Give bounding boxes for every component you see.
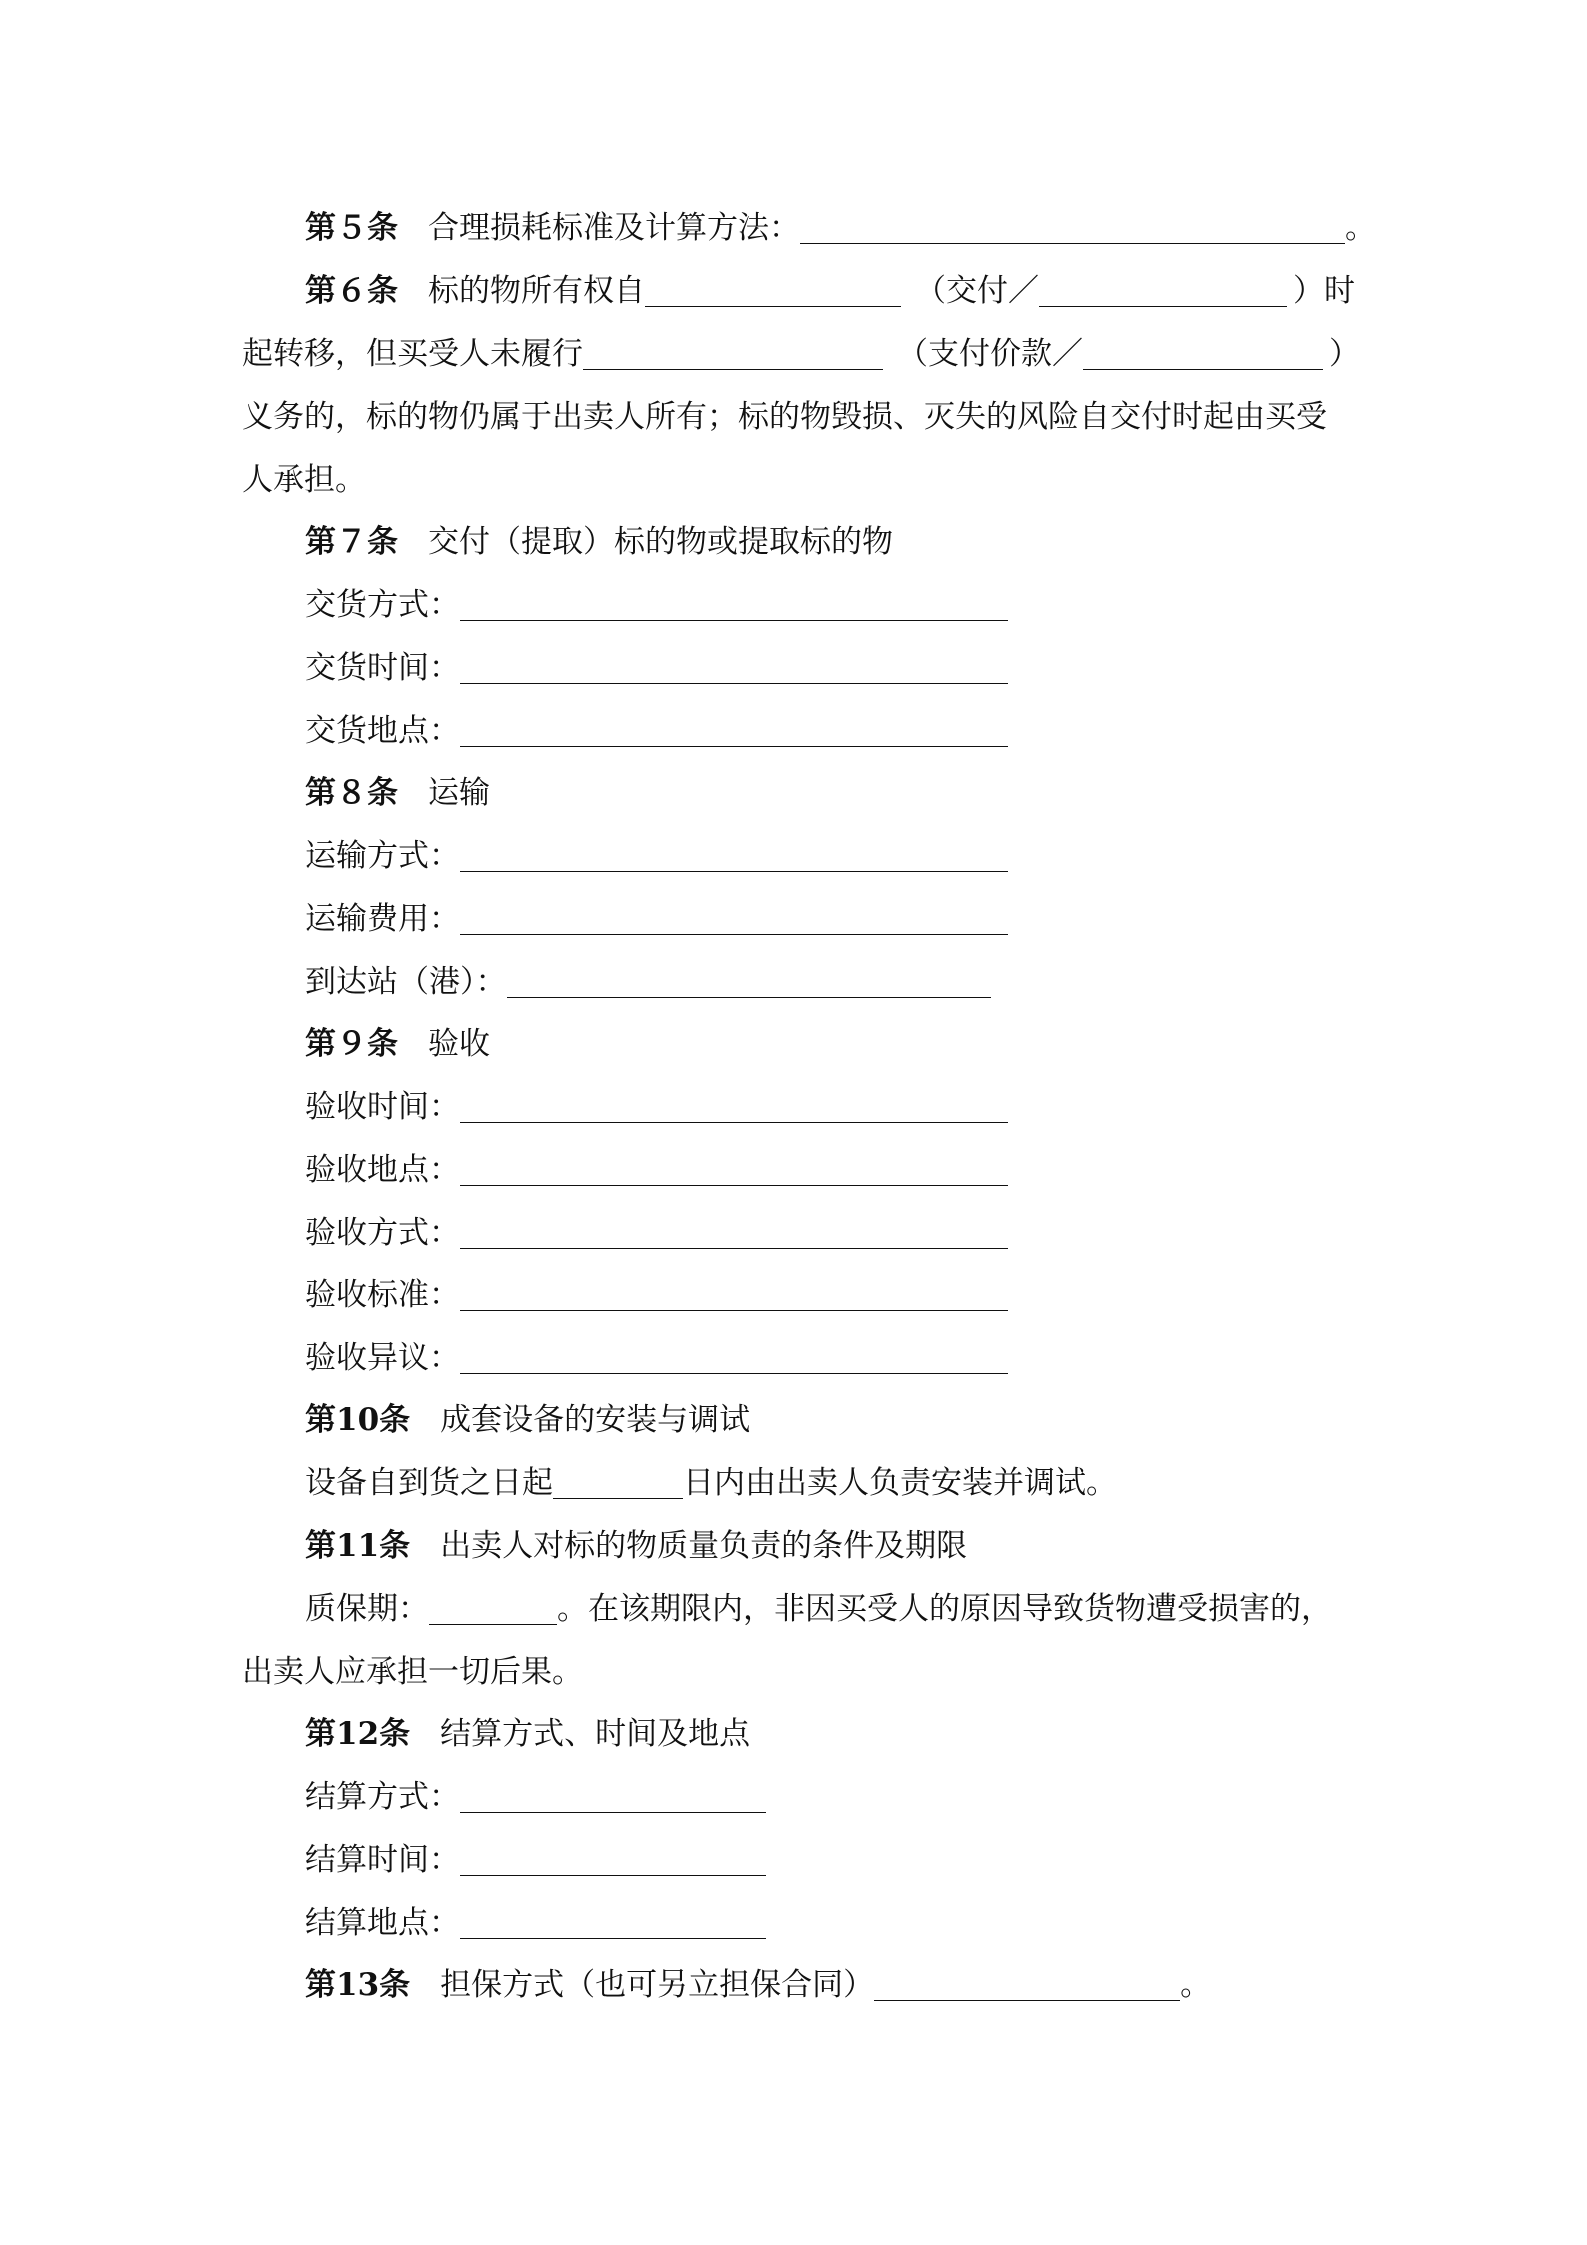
fill-blank[interactable] — [460, 1218, 1008, 1249]
article-title: 验收 — [428, 1026, 490, 1062]
field-row — [305, 1777, 766, 1817]
article-10-body — [305, 1463, 1117, 1503]
article-title: 合理损耗标准及计算方法： — [428, 210, 800, 246]
article-6-line-2 — [242, 334, 1360, 374]
article-text: 设备自到货之日起 — [305, 1465, 553, 1501]
fill-blank[interactable] — [460, 1908, 766, 1939]
field-label: 验收时间： — [305, 1089, 460, 1125]
article-text: ） — [1329, 336, 1360, 372]
article-6 — [305, 271, 1355, 311]
fill-blank[interactable] — [460, 1092, 1008, 1123]
article-7 — [305, 522, 893, 562]
field-label: 结算地点： — [305, 1905, 460, 1941]
field-row — [305, 711, 1008, 751]
article-text: 质保期： — [305, 1591, 429, 1627]
article-12 — [305, 1714, 750, 1754]
field-row — [305, 899, 1008, 939]
punctuation: 。 — [1345, 210, 1376, 246]
article-number: 第５条 — [305, 210, 398, 246]
fill-blank[interactable] — [460, 1280, 1008, 1311]
field-row — [305, 648, 1008, 688]
fill-blank[interactable] — [874, 1970, 1180, 2001]
article-text: 日内由出卖人负责安装并调试。 — [683, 1465, 1117, 1501]
article-text: （交付／ — [915, 273, 1039, 309]
field-row — [305, 585, 1008, 625]
field-label: 结算方式： — [305, 1779, 460, 1815]
article-text: （支付价款／ — [897, 336, 1083, 372]
fill-blank[interactable] — [460, 1343, 1008, 1374]
article-6-line-3: 义务的，标的物仍属于出卖人所有；标的物毁损、灭失的风险自交付时起由买受 — [242, 399, 1327, 435]
fill-blank[interactable] — [583, 339, 883, 370]
fill-blank[interactable] — [507, 967, 991, 998]
fill-blank[interactable] — [460, 904, 1008, 935]
article-title: 担保方式（也可另立担保合同） — [440, 1967, 875, 2003]
field-label: 验收地点： — [305, 1152, 460, 1188]
fill-blank[interactable] — [460, 1845, 766, 1876]
field-label: 结算时间： — [305, 1842, 460, 1878]
article-6-line-4: 人承担。 — [242, 462, 366, 498]
article-number: 第９条 — [305, 1026, 398, 1062]
field-label: 交货地点： — [305, 713, 460, 749]
field-label: 验收异议： — [305, 1340, 460, 1376]
article-13 — [305, 1965, 1211, 2005]
field-label: 运输费用： — [305, 901, 460, 937]
field-row — [305, 1840, 766, 1880]
article-number: 第13条 — [305, 1967, 411, 2003]
fill-blank[interactable] — [429, 1594, 557, 1625]
article-number: 第６条 — [305, 273, 398, 309]
article-number: 第10条 — [305, 1402, 411, 1438]
article-text: ）时 — [1293, 273, 1355, 309]
article-number: 第12条 — [305, 1716, 411, 1752]
article-title: 结算方式、时间及地点 — [440, 1716, 751, 1752]
article-text: 标的物所有权自 — [428, 273, 645, 309]
field-label: 交货方式： — [305, 587, 460, 623]
article-number: 第７条 — [305, 524, 398, 560]
article-8 — [305, 773, 490, 813]
article-11-body-line-2: 出卖人应承担一切后果。 — [242, 1654, 583, 1690]
article-5 — [305, 208, 1376, 248]
fill-blank[interactable] — [460, 1782, 766, 1813]
article-title: 成套设备的安装与调试 — [440, 1402, 751, 1438]
field-row — [305, 836, 1008, 876]
fill-blank[interactable] — [460, 716, 1008, 747]
field-row — [305, 1213, 1008, 1253]
field-label: 运输方式： — [305, 838, 460, 874]
punctuation: 。 — [1180, 1967, 1212, 2003]
fill-blank[interactable] — [800, 213, 1345, 244]
fill-blank[interactable] — [460, 590, 1008, 621]
field-row — [305, 1150, 1008, 1190]
field-label: 交货时间： — [305, 650, 460, 686]
field-label: 到达站（港）： — [305, 964, 507, 1000]
article-number: 第11条 — [305, 1528, 411, 1564]
article-9 — [305, 1024, 490, 1064]
article-title: 运输 — [428, 775, 490, 811]
article-number: 第８条 — [305, 775, 398, 811]
fill-blank[interactable] — [1039, 276, 1287, 307]
field-row — [305, 1087, 1008, 1127]
article-text: 起转移，但买受人未履行 — [242, 336, 583, 372]
article-title: 交付（提取）标的物或提取标的物 — [428, 524, 893, 560]
article-11 — [305, 1526, 967, 1566]
fill-blank[interactable] — [1083, 339, 1323, 370]
article-text: 。在该期限内，非因买受人的原因导致货物遭受损害的， — [557, 1591, 1332, 1627]
field-label: 验收方式： — [305, 1215, 460, 1251]
field-row — [305, 1903, 766, 1943]
field-row — [305, 1275, 1008, 1315]
fill-blank[interactable] — [460, 841, 1008, 872]
article-title: 出卖人对标的物质量负责的条件及期限 — [440, 1528, 968, 1564]
fill-blank[interactable] — [460, 1155, 1008, 1186]
field-row — [305, 962, 991, 1002]
article-10 — [305, 1400, 750, 1440]
fill-blank[interactable] — [645, 276, 901, 307]
field-row — [305, 1338, 1008, 1378]
article-11-body — [305, 1589, 1332, 1629]
fill-blank[interactable] — [460, 653, 1008, 684]
field-label: 验收标准： — [305, 1277, 460, 1313]
fill-blank[interactable] — [553, 1468, 683, 1499]
